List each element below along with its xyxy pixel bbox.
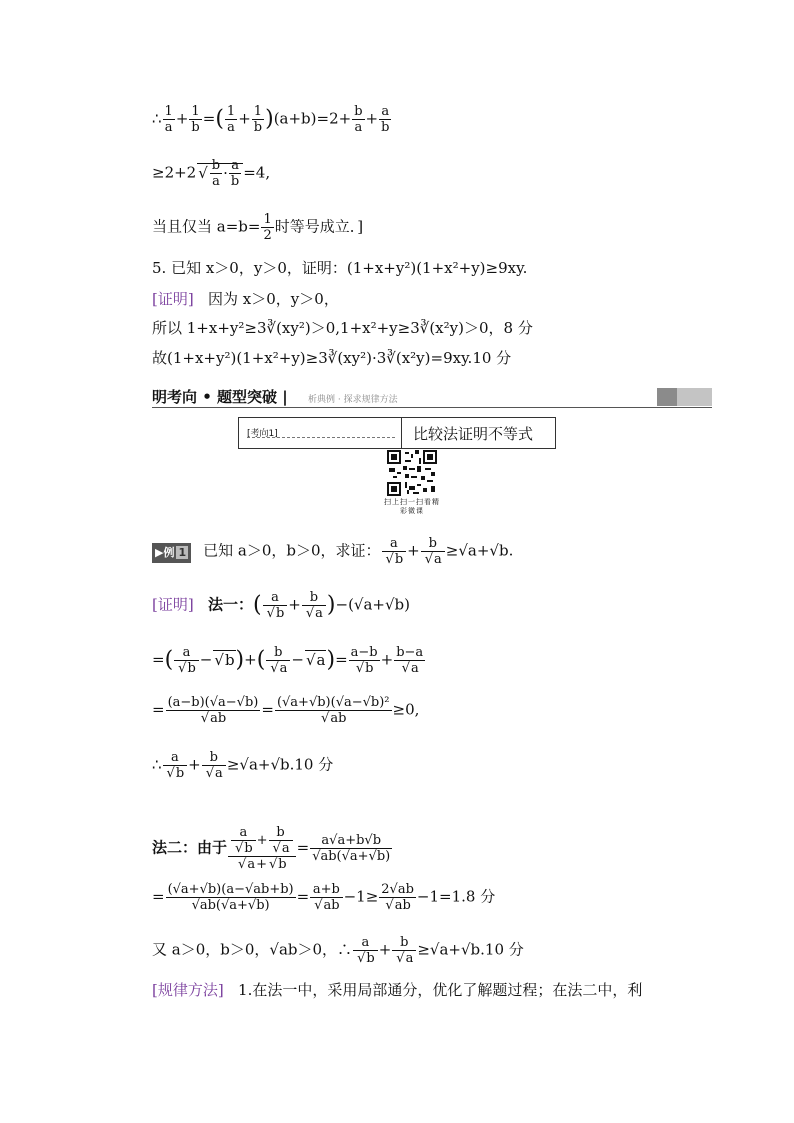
frac-b-a: $\frac{b}{a}$ (354, 104, 363, 135)
frac-1-b: $\frac{1}{b}$ (191, 104, 200, 135)
frac-ba: √ $\frac{b}{a}$ (211, 158, 221, 189)
topic-divider (401, 418, 402, 448)
proof-line-6: = $\frac{(√a+√b)(a-√ab+b)}{√ab(√a+√b)}$ = a+b √ ab −1≥ 2√ab √ ab −1=1.8 分 (152, 882, 495, 913)
frac-a-sqrtb: a √ b (382, 536, 407, 567)
line-6: 所以 1+x+y²≥3∛(xy²)＞0,1+x²+y≥3∛(x²y)＞0，8 分 (152, 319, 533, 337)
proof-line-4: ∴ a √ b + b √ a ≥√a+√b.10 分 (152, 750, 333, 781)
line-5: [证明] 因为 x＞0，y＞0， (152, 290, 339, 308)
frac-1-a: $\frac{1}{a}$ (164, 104, 173, 135)
topic-title: 比较法证明不等式 (413, 425, 534, 443)
section-rule (152, 407, 712, 408)
section-bar-dark (657, 388, 677, 406)
frac-1-a2: $\frac{1}{a}$ (226, 104, 236, 135)
proof-line-1: [证明] 法一：( a √ b + b √ a )−(√a+√b) (152, 590, 410, 621)
proof-line-5: 法二：由于 a √ b + b √ a √ a+√ b = $\frac{a√a+b√b}{√ab(√a+√b)}$ (152, 825, 393, 872)
proof-line-7: 又 a＞0，b＞0，√ab＞0，∴ a √ b + b √ a ≥√a+√b.10 分 (152, 935, 524, 966)
proof-line-3: = (a−b)(√a−√b) √ ab = (√a+√b)(√a−√b)² √ ab ≥0, (152, 695, 419, 726)
proof-line-2: =( a √ b −√ b)+( b √ a −√ a)= a−b √ b + b−a √ a (152, 645, 426, 676)
section-header (152, 386, 712, 408)
frac-a-b: $\frac{a}{b}$ (381, 104, 390, 135)
topic-label: [考向1] (247, 429, 278, 439)
method-line: [规律方法] 1.在法一中，采用局部通分，优化了解题过程；在法二中，利 (152, 981, 643, 999)
qr-caption: 扫上扫一扫看精彩微课 (384, 498, 440, 515)
proof-tag: [证明] (152, 290, 194, 308)
qr-code-icon[interactable] (387, 450, 437, 496)
frac-ab: $\frac{a}{b}$ (230, 158, 240, 189)
line-1: ∴ $\frac{1}{a}$ + $\frac{1}{b}$ =( $\frac{1}{a}$ + $\frac{1}{b}$ )(a+b)=2+ $\frac{b}{a}$ + $\frac{a}{b}$ (152, 104, 390, 135)
line-7: 故(1+x+y²)(1+x²+y)≥3∛(xy²)·3∛(x²y)=9xy.10 分 (152, 349, 512, 367)
frac-b-sqrta: b √ a (421, 536, 445, 567)
topic-dash (247, 437, 395, 438)
section-subtitle: 析典例 · 探求规律方法 (308, 395, 398, 405)
section-title: 明考向 • 题型突破 | (152, 388, 288, 406)
frac-1-b2: $\frac{1}{b}$ (253, 104, 263, 135)
frac-half: $\frac{1}{2}$ (263, 212, 272, 243)
example-badge: ▶例 1 (152, 543, 191, 563)
proof-tag-2: [证明] (152, 595, 194, 614)
method-tag: [规律方法] (152, 981, 224, 999)
line-2: ≥2+2 √ $\frac{b}{a}$ · $\frac{a}{b}$ =4, (152, 158, 270, 189)
topic-box (238, 417, 556, 449)
example-line: ▶例 1 已知 a＞0，b＞0，求证： a √ b + b √ a ≥√a+√b. (152, 536, 513, 567)
section-bar-light (677, 388, 712, 406)
line-3: 当且仅当 a=b= $\frac{1}{2}$ 时等号成立．] (152, 212, 364, 243)
line-4: 5. 已知 x＞0，y＞0，证明：(1+x+y²)(1+x²+y)≥9xy. (152, 259, 528, 277)
